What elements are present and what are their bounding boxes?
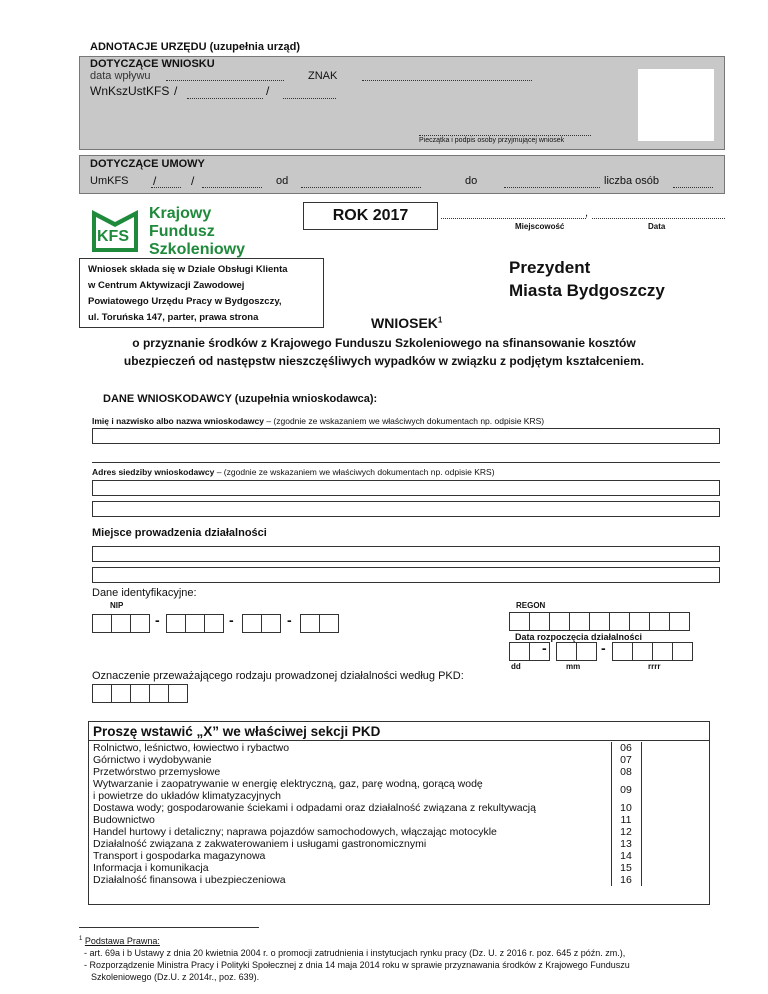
applicant-address-label-text: Adres siedziby wnioskodawcy [92,467,215,477]
pkd-section-code: 06 [611,742,641,754]
date-field[interactable] [592,218,725,219]
pkd-code-char[interactable] [130,684,150,703]
ref-slash-1: / [174,84,178,98]
dd-caption: dd [511,662,521,671]
start-date-digit[interactable] [509,642,530,661]
kfs-logo-name [149,205,245,259]
pkd-section-code: 12 [611,826,641,838]
pkd-mark-cell[interactable] [641,754,709,766]
nip-digit[interactable] [319,614,339,633]
form-title [371,315,442,331]
applicant-name-label-text: Imię i nazwisko albo nazwa wnioskodawcy [92,416,264,426]
pkd-mark-cell[interactable] [641,814,709,826]
regon-digit[interactable] [549,612,570,631]
regon-digit[interactable] [569,612,590,631]
pkd-section-name-text: Dostawa wody; gospodarowanie ściekami i odpadami oraz działalność związana z rekultywacją [93,802,536,814]
pkd-mark-cell[interactable] [641,802,709,814]
start-date-digit[interactable] [632,642,653,661]
regon-digit[interactable] [609,612,630,631]
znak-field[interactable] [362,80,532,81]
stamp-signature-line [419,135,591,136]
start-date-digit[interactable] [556,642,577,661]
start-date-digit[interactable] [576,642,597,661]
applicant-name-label [92,416,544,426]
mm-caption: mm [566,662,581,671]
form-title-text: WNIOSEK [371,315,438,331]
applicant-address-hint: – (zgodnie ze wskazaniem we właściwych dokumentach np. odpisie KRS) [214,467,495,477]
pkd-mark-cell[interactable] [641,778,709,802]
od-label: od [276,175,289,187]
pkd-mark-cell[interactable] [641,862,709,874]
place-date-comma: , [585,207,589,219]
pkd-row [89,850,709,862]
place-field[interactable] [441,218,586,219]
footnote-line-2: - Rozporządzenie Ministra Pracy i Polityki Społecznej z dnia 14 maja 2014 roku w sprawie przyznawania środków z Krajowego Funduszu [84,960,630,970]
persons-field[interactable] [673,187,713,188]
pkd-section-code: 10 [611,802,641,814]
info-line-2: w Centrum Aktywizacji Zawodowej [88,280,245,291]
nip-digit[interactable] [261,614,281,633]
addressee-line-1: Prezydent [509,258,591,277]
pkd-section-code: 13 [611,838,641,850]
pkd-section-code: 14 [611,850,641,862]
pkd-section-name-text: Działalność związana z zakwaterowaniem i usługami gastronomicznymi [93,838,427,850]
persons-label: liczba osób [604,175,660,187]
applicant-address-label [92,467,495,477]
pkd-section-name-text: Informacja i komunikacja [93,862,209,874]
applicant-address-field-2[interactable] [92,501,720,517]
nip-digit[interactable] [300,614,320,633]
pkd-section-name-text: Rolnictwo, leśnictwo, łowiectwo i rybactwo [93,742,290,754]
start-date-label: Data rozpoczęcia działalności [515,632,643,642]
umkfs-slash-2: / [191,174,195,188]
footnote-separator [79,927,259,928]
regon-digit[interactable] [649,612,670,631]
pkd-code-char[interactable] [168,684,188,703]
pkd-section-name [89,766,611,778]
ref-field-2[interactable] [283,98,336,99]
pkd-section-name [89,838,611,850]
pkd-section-name [89,754,611,766]
nip-digit[interactable] [111,614,131,633]
kfs-logo-text: KFS [97,228,129,245]
applicant-name-hint: – (zgodnie ze wskazaniem we właściwych dokumentach np. odpisie KRS) [263,416,545,426]
pkd-section-name-text: Transport i gospodarka magazynowa [93,850,266,862]
divider [92,462,720,463]
start-date-digit[interactable] [672,642,693,661]
umkfs-field-2[interactable] [202,187,262,188]
addressee [509,256,665,302]
umkfs-field-1[interactable] [151,187,181,188]
subtitle-line-2: ubezpieczeń od następstw nieszczęśliwych wypadków w związku z podjętym kształceniem. [123,354,645,368]
footnote-line-3: Szkoleniowego (Dz.U. z 2014r., poz. 639). [91,972,260,982]
pkd-section-code: 07 [611,754,641,766]
place-caption: Miejscowość [515,222,565,231]
pkd-row [89,874,709,886]
nip-digit[interactable] [204,614,224,633]
pkd-code-char[interactable] [92,684,112,703]
office-application-panel [79,56,725,150]
pkd-code-char[interactable] [149,684,169,703]
pkd-section-name [89,826,611,838]
footnote-title: Podstawa Prawna: [84,936,160,946]
do-field[interactable] [504,187,600,188]
regon-digit[interactable] [669,612,690,631]
nip-digit[interactable] [242,614,262,633]
pkd-row [89,838,709,850]
pkd-row [89,766,709,778]
info-line-3: Powiatowego Urzędu Pracy w Bydgoszczy, [88,296,282,307]
pkd-rows [89,742,709,886]
submission-info-box [79,258,324,328]
nip-digit[interactable] [92,614,112,633]
kfs-logo-icon [88,206,142,256]
pkd-section-code: 11 [611,814,641,826]
regon-digit[interactable] [629,612,650,631]
znak-label: ZNAK [308,70,338,82]
start-date-dash: - [542,640,547,656]
stamp-caption: Pieczątka i podpis osoby przyjmującej wniosek [419,137,565,144]
pkd-mark-cell[interactable] [641,874,709,886]
pkd-table-title: Proszę wstawić „X” we właściwej sekcji PKD [89,722,709,741]
nip-dash: - [155,612,160,628]
pkd-section-code: 15 [611,862,641,874]
business-place-field-2[interactable] [92,567,720,583]
umkfs-label: UmKFS [90,175,129,187]
pkd-section-name-text: Przetwórstwo przemysłowe [93,766,221,778]
footnote-mark: 1 [79,936,83,942]
ref-field-1[interactable] [187,98,263,99]
regon-digit[interactable] [509,612,530,631]
application-section-title: DOTYCZĄCE WNIOSKU [90,58,215,70]
pkd-section-name-text: Handel hurtowy i detaliczny; naprawa pojazdów samochodowych, włączając motocykle [93,826,497,838]
pkd-mark-cell[interactable] [641,766,709,778]
business-place-field-1[interactable] [92,546,720,562]
pkd-code-label: Oznaczenie przeważającego rodzaju prowadzonej działalności według PKD: [92,670,464,682]
pkd-section-name-text-2: i powietrze do układów klimatyzacyjnych [93,790,281,802]
nip-digit[interactable] [166,614,186,633]
logo-line-2: Fundusz [149,223,215,240]
pkd-section-code: 08 [611,766,641,778]
pkd-mark-cell[interactable] [641,850,709,862]
od-field[interactable] [301,187,421,188]
nip-label: NIP [110,601,124,610]
applicant-address-field-1[interactable] [92,480,720,496]
nip-dash: - [287,612,292,628]
info-line-4: ul. Toruńska 147, parter, prawa strona [88,312,259,323]
info-line-1: Wniosek składa się w Dziale Obsługi Klienta [88,264,288,275]
start-date-digit[interactable] [652,642,673,661]
pkd-code-char[interactable] [111,684,131,703]
year-box: ROK 2017 [303,202,438,230]
pkd-section-name [89,874,611,886]
addressee-line-2: Miasta Bydgoszczy [509,281,665,300]
footnote-line-1: - art. 69a i b Ustawy z dnia 20 kwietnia 2004 r. o promocji zatrudnienia i instytucjach rynku pracy (Dz. U. z 2016 r. poz. 645 z późn. zm.), [84,948,626,958]
pkd-section-name-text: Budownictwo [93,814,155,826]
pkd-section-name-text: Górnictwo i wydobywanie [93,754,212,766]
start-date-digit[interactable] [612,642,633,661]
rrrr-caption: rrrr [648,662,661,671]
logo-line-1: Krajowy [149,205,212,222]
pkd-row [89,742,709,754]
date-caption: Data [648,222,666,231]
pkd-section-name [89,850,611,862]
subtitle-line-1: o przyznanie środków z Krajowego Funduszu Szkoleniowego na sfinansowanie kosztów [132,336,636,350]
pkd-section-name [89,778,611,802]
pkd-section-code: 09 [611,778,641,802]
logo-line-3: Szkoleniowy [149,241,246,258]
do-label: do [465,175,478,187]
regon-label: REGON [516,601,546,610]
pkd-section-name [89,742,611,754]
pkd-section-name [89,862,611,874]
pkd-section-name-text: Działalność finansowa i ubezpieczeniowa [93,874,286,886]
office-heading: ADNOTACJE URZĘDU (uzupełnia urząd) [90,41,301,53]
nip-dash: - [229,612,234,628]
pkd-row [89,862,709,874]
umkfs-slash-1: / [153,174,157,188]
nip-digit[interactable] [130,614,150,633]
identification-label: Dane identyfikacyjne: [92,587,197,599]
form-title-footnote-mark: 1 [437,315,443,325]
applicant-section-title: DANE WNIOSKODAWCY (uzupełnia wnioskodawca): [103,393,378,405]
pkd-row [89,802,709,814]
agreement-section-title: DOTYCZĄCE UMOWY [90,158,205,170]
nip-digit[interactable] [185,614,205,633]
pkd-table [88,721,710,905]
regon-digit[interactable] [529,612,550,631]
date-received-label: data wpływu [90,70,151,82]
pkd-mark-cell[interactable] [641,838,709,850]
pkd-mark-cell[interactable] [641,826,709,838]
applicant-name-field[interactable] [92,428,720,444]
start-date-dash: - [601,640,606,656]
date-received-field[interactable] [166,80,284,81]
pkd-row [89,814,709,826]
pkd-section-name [89,814,611,826]
stamp-area [638,69,714,141]
footnote [79,933,729,983]
regon-digit[interactable] [589,612,610,631]
pkd-section-code: 16 [611,874,641,886]
pkd-section-name-text: Wytwarzanie i zaopatrywanie w energię elektryczną, gaz, parę wodną, gorącą wodę [93,778,483,790]
pkd-row [89,778,709,802]
pkd-row [89,754,709,766]
business-place-label: Miejsce prowadzenia działalności [92,527,267,539]
pkd-row [89,826,709,838]
ref-prefix: WnKszUstKFS [90,84,170,98]
office-agreement-panel [79,155,725,194]
pkd-section-name [89,802,611,814]
ref-slash-2: / [266,84,270,98]
form-subtitle [0,334,768,370]
pkd-mark-cell[interactable] [641,742,709,754]
